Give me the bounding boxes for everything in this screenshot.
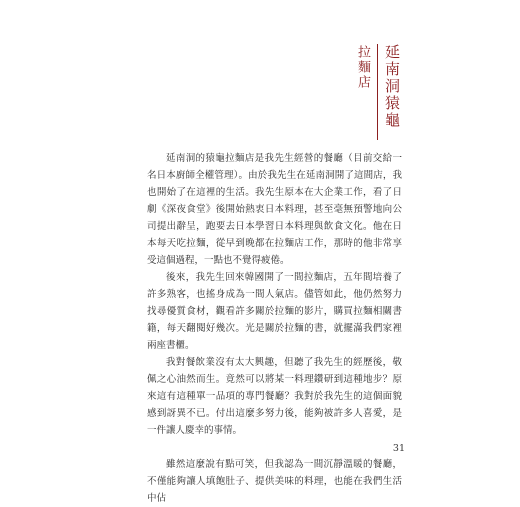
paragraph-spacer [147, 439, 402, 456]
body-text [147, 150, 402, 507]
paragraph-2: 後來，我先生回來韓國開了一間拉麵店，五年間培養了許多熟客，也搖身成為一間人氣店。儘管如此，他仍然努力找尋優質食材，觀看許多關於拉麵的影片，購買拉麵相關書籍，每天翻閱好幾次。光是關於拉麵的書，就擺滿我們家裡兩座書櫃。 [147, 272, 402, 351]
paragraph-3: 我對餐飲業沒有太大興趣，但聽了我先生的經歷後，敬佩之心油然而生。竟然可以將某一料理鑽研到這種地步？原來這有這種單一品項的專門餐廳？我對於我先生的這個面貌感到訝異不已。付出這麼多努力後，能夠被許多人喜愛，是一件讓人慶幸的事情。 [147, 357, 402, 436]
paragraph-1: 延南洞的猿龜拉麵店是我先生經營的餐廳（目前交給一名日本廚師全權管理）。由於我先生在延南洞開了這間店，我也開始了在這裡的生活。我先生原本在大企業工作，看了日劇《深夜食堂》後開始熱衷日本料理，甚至毫無預警地向公司提出辭呈，跑要去日本學習日本料理與飲食文化。他在日本每天吃拉麵，從早到晚都在拉麵店工作，那時的他非常享受這個過程，一點也不覺得疲倦。 [147, 153, 402, 266]
chapter-title: 延南洞猿龜 [377, 44, 399, 140]
chapter-subtitle: 拉麵店 [355, 45, 370, 90]
chapter-title-block [356, 44, 399, 140]
page-number: 31 [392, 443, 405, 454]
paragraph-4: 雖然這麼說有點可笑，但我認為一間沉靜溫暖的餐廳，不僅能夠讓人填飽肚子、提供美味的料理，也能在我們生活中佔 [147, 459, 402, 504]
